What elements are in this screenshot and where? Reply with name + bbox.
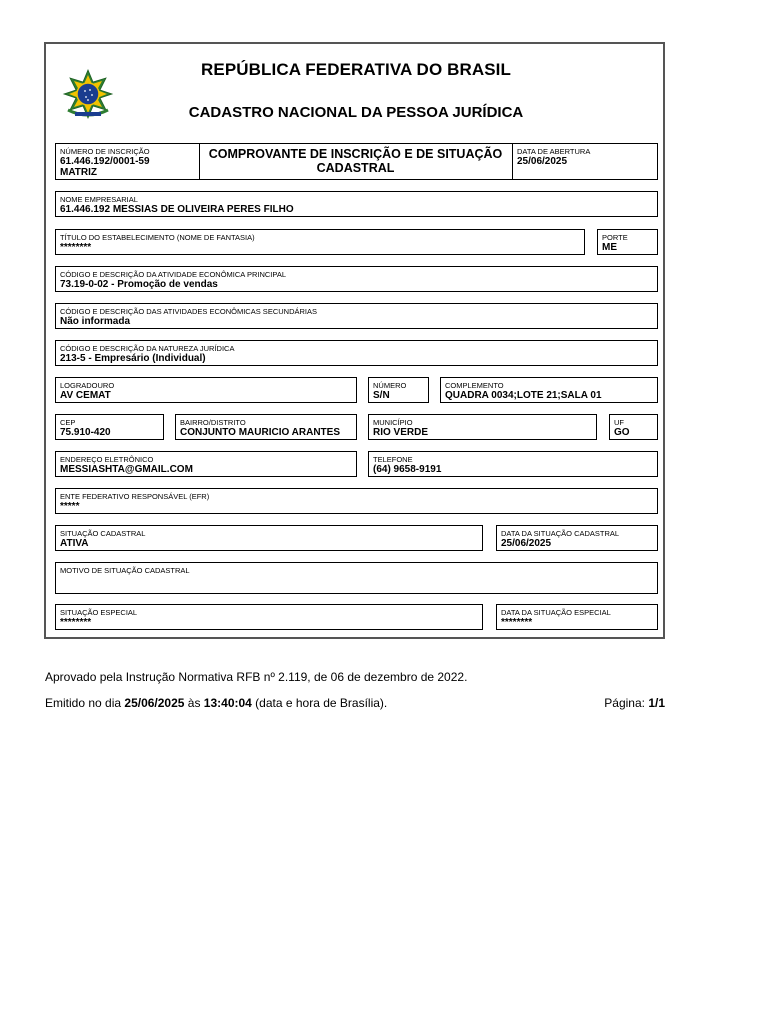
page-title: REPÚBLICA FEDERATIVA DO BRASIL	[201, 60, 511, 79]
field-inscricao	[55, 143, 200, 180]
field-value: 61.446.192 MESSIAS DE OLIVEIRA PERES FILHO	[60, 204, 294, 215]
page-number	[604, 696, 665, 710]
field-nome-fantasia	[55, 229, 585, 255]
field-label: PORTE	[602, 233, 628, 242]
field-value: 75.910-420	[60, 427, 111, 438]
field-label: NÚMERO DE INSCRIÇÃO	[60, 147, 150, 156]
field-bairro	[175, 414, 357, 440]
field-municipio	[368, 414, 597, 440]
field-label: CÓDIGO E DESCRIÇÃO DAS ATIVIDADES ECONÔMICAS SECUNDÁRIAS	[60, 307, 317, 316]
field-efr	[55, 488, 658, 514]
field-label: MOTIVO DE SITUAÇÃO CADASTRAL	[60, 566, 190, 575]
field-telefone	[368, 451, 658, 477]
field-data-situacao-especial	[496, 604, 658, 630]
field-value: 61.446.192/0001-59	[60, 156, 150, 167]
field-label: LOGRADOURO	[60, 381, 115, 390]
field-value-secondary: MATRIZ	[60, 167, 98, 178]
field-atividades-secundarias	[55, 303, 658, 329]
field-value: 25/06/2025	[501, 538, 552, 549]
field-value: ********	[60, 242, 92, 253]
field-label: DATA DE ABERTURA	[517, 147, 591, 156]
field-value: ATIVA	[60, 538, 89, 549]
field-label: DATA DA SITUAÇÃO ESPECIAL	[501, 608, 611, 617]
field-value: Não informada	[60, 316, 131, 327]
emission-date: 25/06/2025	[124, 696, 185, 710]
field-data-situacao-cadastral	[496, 525, 658, 551]
page-subtitle: CADASTRO NACIONAL DA PESSOA JURÍDICA	[188, 104, 524, 121]
emission-time: 13:40:04	[203, 696, 252, 710]
field-email	[55, 451, 357, 477]
field-label: SITUAÇÃO ESPECIAL	[60, 608, 138, 617]
field-uf	[609, 414, 658, 440]
field-label: BAIRRO/DISTRITO	[180, 418, 246, 427]
field-label: ENDEREÇO ELETRÔNICO	[60, 455, 154, 464]
field-label: NOME EMPRESARIAL	[60, 195, 138, 204]
field-value: GO	[614, 427, 630, 438]
field-label: UF	[614, 418, 624, 427]
field-numero	[368, 377, 429, 403]
field-value: *****	[60, 501, 80, 512]
field-porte	[597, 229, 658, 255]
field-label: MUNICÍPIO	[373, 418, 413, 427]
field-label: SITUAÇÃO CADASTRAL	[60, 529, 146, 538]
field-atividade-principal	[55, 266, 658, 292]
field-complemento	[440, 377, 658, 403]
field-nome-empresarial	[55, 191, 658, 217]
field-label: CÓDIGO E DESCRIÇÃO DA ATIVIDADE ECONÔMICA PRINCIPAL	[60, 270, 287, 279]
field-label: NÚMERO	[373, 381, 407, 390]
emission-suffix: (data e hora de Brasília).	[251, 696, 388, 710]
field-value: ME	[602, 242, 617, 253]
field-value: (64) 9658-9191	[373, 464, 442, 475]
field-label: CÓDIGO E DESCRIÇÃO DA NATUREZA JURÍDICA	[60, 344, 235, 353]
field-value: CONJUNTO MAURICIO ARANTES	[180, 427, 341, 438]
field-logradouro	[55, 377, 357, 403]
field-natureza-juridica	[55, 340, 658, 366]
field-value: AV CEMAT	[60, 390, 111, 401]
page-label: Página:	[604, 696, 649, 710]
field-value: MESSIASHTA@GMAIL.COM	[60, 464, 193, 475]
field-value: S/N	[373, 390, 390, 401]
field-value: ********	[501, 617, 533, 628]
field-situacao-especial	[55, 604, 483, 630]
field-value: QUADRA 0034;LOTE 21;SALA 01	[445, 390, 602, 401]
field-label: ENTE FEDERATIVO RESPONSÁVEL (EFR)	[60, 492, 210, 501]
field-label: TÍTULO DO ESTABELECIMENTO (NOME DE FANTASIA)	[60, 233, 255, 242]
field-value: ********	[60, 617, 92, 628]
field-value: 73.19-0-02 - Promoção de vendas	[60, 279, 218, 290]
field-label: CEP	[60, 418, 76, 427]
document-title: COMPROVANTE DE INSCRIÇÃO E DE SITUAÇÃO CADASTRAL	[199, 143, 512, 180]
field-label: TELEFONE	[373, 455, 413, 464]
emission-prefix: Emitido no dia	[45, 696, 125, 710]
field-label: COMPLEMENTO	[445, 381, 504, 390]
approval-note: Aprovado pela Instrução Normativa RFB nº 2.119, de 06 de dezembro de 2022.	[45, 670, 468, 684]
emission-mid: às	[184, 696, 204, 710]
field-value: 25/06/2025	[517, 156, 568, 167]
page-value: 1/1	[648, 696, 665, 710]
field-cep	[55, 414, 164, 440]
field-situacao-cadastral	[55, 525, 483, 551]
field-motivo-situacao	[55, 562, 658, 594]
field-value: RIO VERDE	[373, 427, 429, 438]
field-label: DATA DA SITUAÇÃO CADASTRAL	[501, 529, 620, 538]
emission-note	[45, 696, 387, 710]
field-value: 213-5 - Empresário (Individual)	[60, 353, 206, 364]
field-data-abertura	[512, 143, 658, 180]
